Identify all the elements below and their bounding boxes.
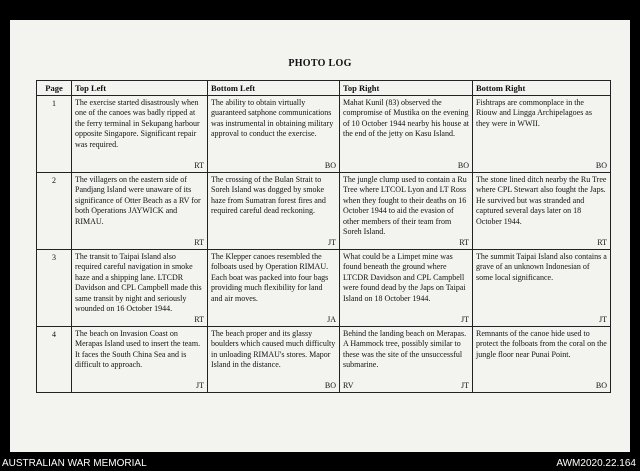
table-cell [72,327,208,393]
cell-initials: RT [194,315,204,324]
cell-initials: BO [324,381,336,390]
header-bottom-right: Bottom Right [473,81,611,96]
page-number: 2 [37,173,72,250]
table-cell [72,250,208,327]
footer-accession-number: AWM2020.22.164 [556,458,636,469]
page-number: 4 [37,327,72,393]
cell-left-initials: RV [343,381,354,390]
cell-text: What could be a Limpet mine was found beneath the ground where LTCDR Davidson and CPL Campbell were found dead by the Japs on Taipai Island on 18 October 1944. [343,252,466,303]
cell-text: The stone lined ditch nearby the Ru Tree where CPL Stewart also fought the Japs. He survived but was stranded and captured several days later on 18 October 1944. [476,175,607,226]
cell-initials: JT [599,315,607,324]
table-row [37,250,611,327]
table-cell [340,173,473,250]
table-row [37,173,611,250]
table-row [37,96,611,173]
header-top-left: Top Left [72,81,208,96]
cell-initials: BO [595,161,607,170]
table-cell [208,173,340,250]
cell-text: Mahat Kunil (83) observed the compromise of Mustika on the evening of 10 October 1944 nearby his house at the end of the jetty on Kasu Island. [343,98,469,139]
cell-initials: JT [196,381,204,390]
cell-initials: RT [459,238,469,247]
cell-initials: RT [194,161,204,170]
cell-text: Behind the landing beach on Merapas. A Hammock tree, possibly similar to these was the site of the unsuccessful submarine. [343,329,467,370]
cell-text: The jungle clump used to contain a Ru Tree where LTCOL Lyon and LT Ross when they fought to their deaths on 16 October 1944 to aid the evasion of other members of their team from Soreh Island. [343,175,467,237]
table-cell [72,96,208,173]
table-cell [72,173,208,250]
header-top-right: Top Right [340,81,473,96]
table-cell [208,327,340,393]
cell-initials: JT [328,238,336,247]
table-cell [340,250,473,327]
cell-text: The beach proper and its glassy boulders which caused much difficulty in unloading RIMAU's stores. Mapor Island in the distance. [211,329,336,370]
table-cell [208,96,340,173]
cell-initials: JT [461,381,469,390]
cell-text: The villagers on the eastern side of Pandjang Island were unaware of its significance of Otter Beach as a RV for both Operations JAYWICK and RIMAU. [75,175,201,226]
cell-initials: JT [461,315,469,324]
cell-text: The summit Taipai Island also contains a grave of an unknown Indonesian of some local significance. [476,252,607,282]
table-cell [208,250,340,327]
table-row [37,327,611,393]
cell-initials: JA [327,315,336,324]
table-cell [473,327,611,393]
cell-initials: BO [595,381,607,390]
photo-log-table [36,80,611,393]
page-number: 1 [37,96,72,173]
header-page: Page [37,81,72,96]
table-header-row [37,81,611,96]
cell-text: The transit to Taipai Island also required careful navigation in smoke haze and a shipping lane. LTCDR Davidson and CPL Campbell made this same transit by night and seriously wounded on 16 October 1944. [75,252,202,314]
cell-text: Remnants of the canoe hide used to protect the folboats from the coral on the jungle floor near Punai Point. [476,329,607,359]
cell-initials: RT [597,238,607,247]
table-cell [473,173,611,250]
table-cell [473,250,611,327]
cell-text: The Klepper canoes resembled the folboats used by Operation RIMAU. Each boat was packed into four bags providing much flexibility for land and air moves. [211,252,329,303]
cell-initials: BO [457,161,469,170]
footer-institution: AUSTRALIAN WAR MEMORIAL [2,458,147,469]
cell-text: The beach on Invasion Coast on Merapas Island used to insert the team. It faces the South China Sea and is difficult to approach. [75,329,201,370]
page-title: PHOTO LOG [288,58,352,69]
cell-text: The ability to obtain virtually guaranteed satphone communications was instrumental in obtaining military approval to conduct the exercise. [211,98,334,139]
header-bottom-left: Bottom Left [208,81,340,96]
cell-initials: BO [324,161,336,170]
cell-initials: RT [194,238,204,247]
cell-text: The exercise started disastrously when one of the canoes was badly ripped at the ferry terminal in Sekupang harbour opposite Singapore. Significant repair was required. [75,98,200,149]
cell-text: The crossing of the Bulan Strait to Soreh Island was dogged by smoke haze from Sumatran forest fires and required careful dead reckoning. [211,175,326,216]
table-cell [340,327,473,393]
table-cell [340,96,473,173]
cell-text: Fishtraps are commonplace in the Riouw and Lingga Archipelagoes as they were in WWII. [476,98,592,128]
table-cell [473,96,611,173]
archive-footer [0,452,640,471]
page-number: 3 [37,250,72,327]
document-page [10,20,630,452]
